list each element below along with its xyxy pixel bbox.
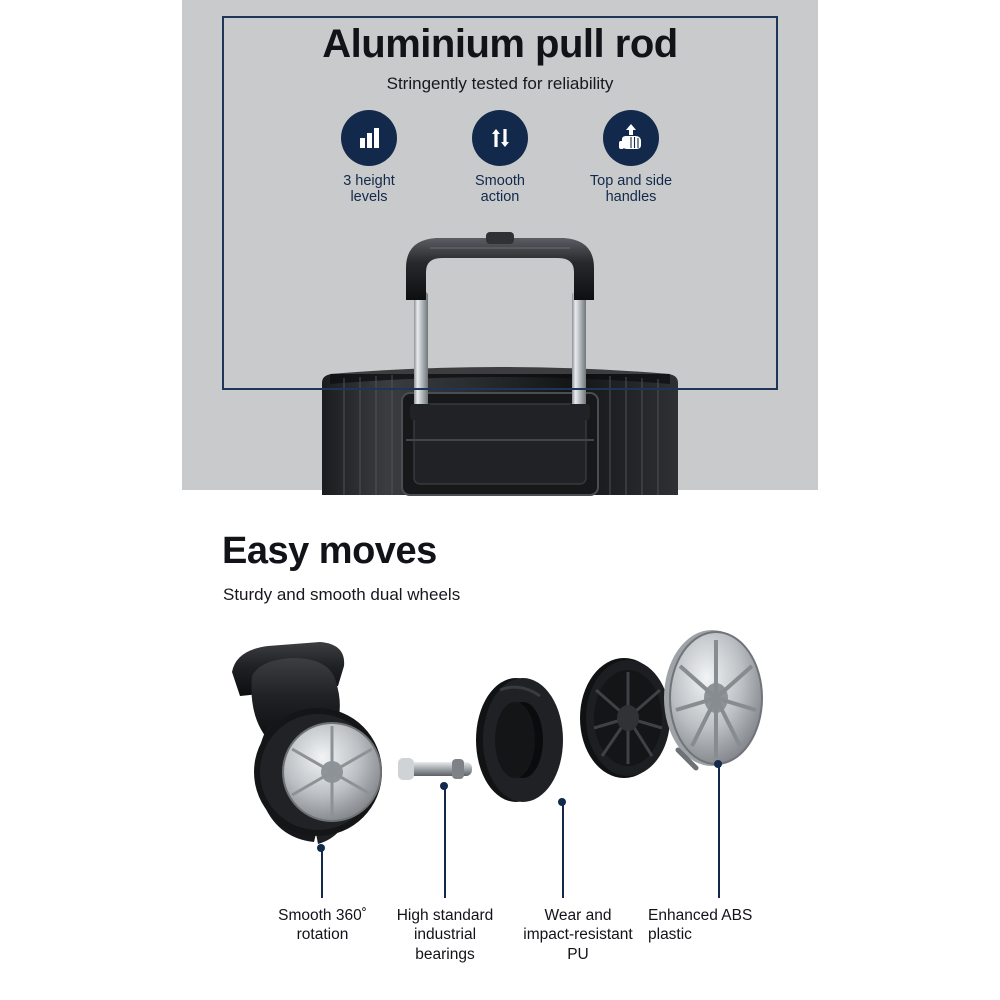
callout-line1: Enhanced ABS (648, 907, 753, 924)
leader-dot-2 (440, 782, 448, 790)
feature-label-line1: Top and side (589, 173, 673, 189)
pull-rod-subtitle: Stringently tested for reliability (386, 74, 614, 93)
feature-smooth-action-label (475, 173, 525, 205)
leader-line-2 (444, 786, 446, 898)
leader-line-4 (718, 764, 720, 898)
feature-smooth-action (450, 110, 550, 205)
callout-industrial-bearings (378, 906, 512, 964)
feature-height-levels-label (343, 173, 395, 205)
feature-label-line2: levels (350, 189, 388, 206)
callout-line2: plastic (648, 926, 692, 944)
callout-line2: industrial (413, 926, 477, 944)
feature-label-line1: 3 height (343, 173, 395, 189)
callout-line3: bearings (415, 945, 475, 963)
feature-label-line1: Smooth (475, 173, 525, 189)
callout-line1: High standard (396, 907, 494, 924)
feature-handles-label (590, 173, 672, 205)
feature-label-line2: action (480, 189, 520, 206)
feature-label-line2: handles (605, 189, 657, 206)
callout-line2: impact-resistant (523, 926, 633, 944)
leader-dot-4 (714, 760, 722, 768)
leader-dot-3 (558, 798, 566, 806)
easy-moves-panel (0, 500, 1000, 1000)
easy-moves-subtitle: Sturdy and smooth dual wheels (223, 585, 461, 604)
callout-line1: Wear and (544, 907, 612, 924)
feature-height-levels (319, 110, 419, 205)
pull-rod-title: Aluminium pull rod (322, 22, 678, 66)
callout-abs-plastic (648, 906, 788, 945)
leader-dot-1 (317, 844, 325, 852)
callout-pu-material (512, 906, 644, 964)
wheel-callouts (0, 900, 1000, 1000)
callout-line2: rotation (296, 926, 349, 944)
feature-icon-row (0, 110, 1000, 205)
callout-line3: PU (567, 945, 589, 963)
callout-line1: Smooth 360˚ (278, 907, 367, 924)
bar-chart-icon (341, 110, 397, 166)
hand-grip-up-arrow-icon (603, 110, 659, 166)
leader-line-3 (562, 802, 564, 898)
callout-smooth-rotation (250, 906, 395, 945)
leader-line-1 (321, 848, 323, 898)
feature-handles (581, 110, 681, 205)
up-down-arrows-icon (472, 110, 528, 166)
easy-moves-title: Easy moves (222, 530, 437, 572)
